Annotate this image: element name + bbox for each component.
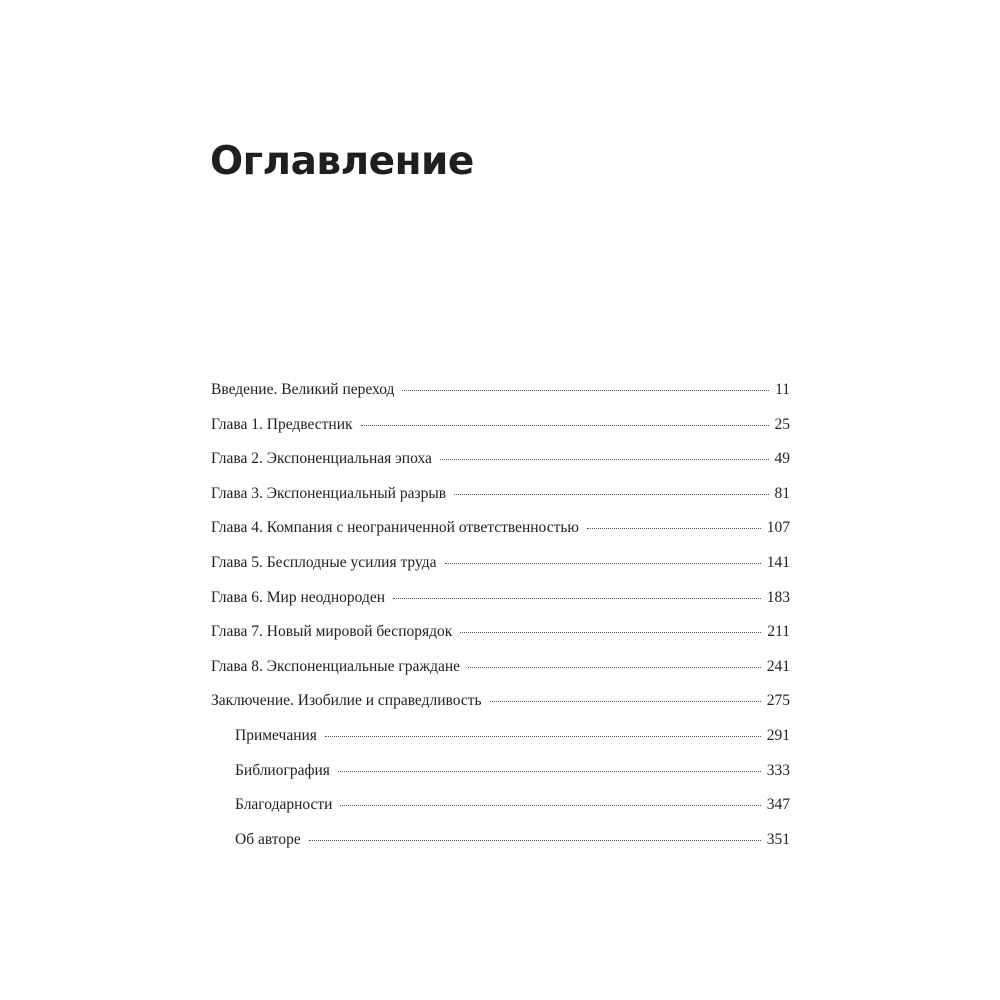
toc-entry-page: 241: [766, 657, 790, 675]
toc-entry[interactable]: [211, 692, 790, 727]
toc-entry-title: Глава 4. Компания с неограниченной ответственностью: [211, 519, 579, 537]
toc-entry[interactable]: [211, 762, 790, 797]
toc-entry-page: 49: [774, 450, 790, 468]
toc-entry-title: Глава 7. Новый мировой беспорядок: [211, 623, 453, 641]
toc-entry[interactable]: [211, 554, 790, 589]
toc-entry[interactable]: [211, 485, 790, 520]
toc-entry-title: Введение. Великий переход: [211, 381, 395, 398]
toc-entry-page: 11: [775, 381, 790, 398]
dot-leader: [393, 598, 761, 599]
dot-leader: [402, 390, 769, 391]
dot-leader: [468, 667, 761, 668]
toc-entry[interactable]: [211, 727, 790, 762]
toc-entry[interactable]: [211, 381, 790, 416]
toc-entry[interactable]: [211, 831, 790, 866]
dot-leader: [454, 494, 768, 495]
toc-entry[interactable]: [211, 519, 790, 554]
dot-leader: [490, 701, 761, 702]
dot-leader: [445, 563, 761, 564]
toc-entry-title: Благодарности: [235, 796, 333, 814]
toc-entry-page: 291: [766, 726, 790, 744]
toc-entry-title: Примечания: [235, 726, 317, 744]
toc-entry-page: 275: [766, 692, 790, 710]
toc-entry[interactable]: [211, 658, 790, 693]
toc-entry-title: Глава 5. Бесплодные усилия труда: [211, 553, 437, 571]
toc-entry-page: 333: [766, 761, 790, 779]
toc-entry[interactable]: [211, 416, 790, 451]
toc-entry[interactable]: [211, 623, 790, 658]
dot-leader: [440, 459, 769, 460]
dot-leader: [338, 771, 761, 772]
toc-entry-title: Глава 8. Экспоненциальные граждане: [211, 657, 461, 675]
toc-entry-page: 25: [774, 415, 790, 433]
dot-leader: [325, 736, 761, 737]
toc-entry-title: Глава 3. Экспоненциальный разрыв: [211, 484, 447, 502]
toc-entry-page: 183: [766, 588, 790, 606]
toc-entry-title: Глава 6. Мир неоднороден: [211, 588, 386, 606]
toc-entry-page: 347: [766, 796, 790, 814]
toc-entry-page: 81: [774, 484, 790, 502]
toc-entry[interactable]: [211, 796, 790, 831]
dot-leader: [460, 632, 761, 633]
toc-entry-page: 107: [766, 519, 790, 537]
toc-entry-title: Библиография: [235, 761, 330, 779]
dot-leader: [309, 840, 761, 841]
toc-entry-page: 141: [766, 553, 790, 571]
toc-entry-title: Глава 1. Предвестник: [211, 415, 353, 433]
page-title: Оглавление: [210, 139, 474, 184]
toc-entry[interactable]: [211, 589, 790, 624]
toc-entry-page: 351: [766, 830, 790, 848]
table-of-contents: [211, 381, 790, 865]
toc-entry-page: 211: [767, 623, 790, 641]
dot-leader: [587, 528, 761, 529]
toc-entry-title: Заключение. Изобилие и справедливость: [211, 692, 482, 710]
toc-entry-title: Об авторе: [235, 830, 301, 848]
toc-entry[interactable]: [211, 450, 790, 485]
dot-leader: [361, 425, 769, 426]
dot-leader: [340, 805, 760, 806]
toc-entry-title: Глава 2. Экспоненциальная эпоха: [211, 450, 432, 468]
